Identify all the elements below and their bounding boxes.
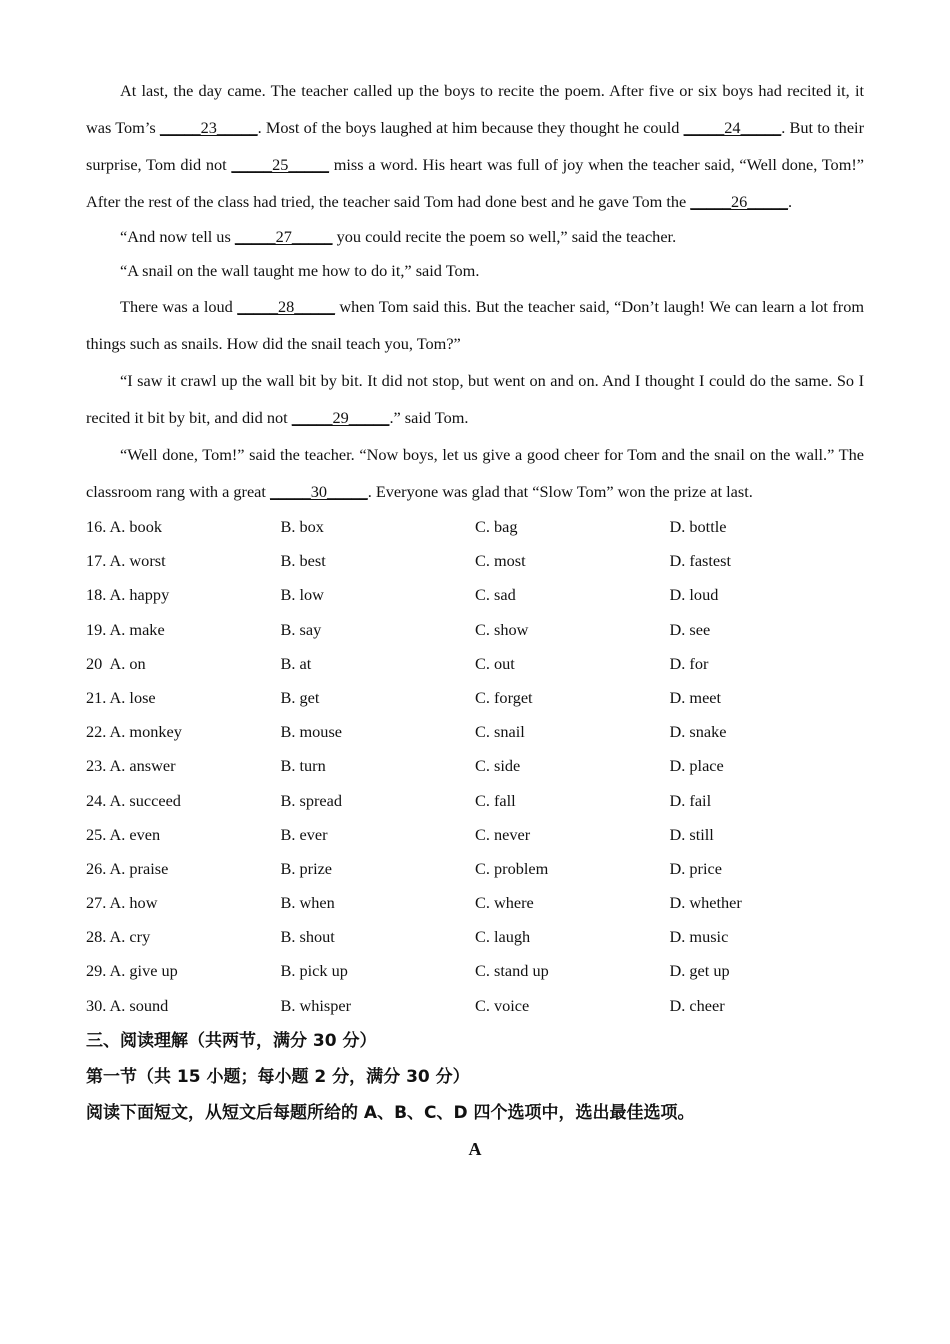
passage-paragraph-6 bbox=[86, 436, 864, 510]
option-b: B. ever bbox=[280, 824, 328, 844]
option-a: 29. A. give up bbox=[86, 961, 178, 981]
blank-27: _____27_____ bbox=[234, 227, 333, 246]
text-run: . Most of the boys laughed at him because they thought he could bbox=[257, 118, 684, 137]
blank-25: _____25_____ bbox=[231, 155, 330, 174]
option-row-23 bbox=[86, 749, 864, 783]
option-c: C. never bbox=[475, 824, 531, 844]
option-c: C. bag bbox=[475, 517, 518, 536]
section-subheading: 第一节（共 15 小题；每小题 2 分，满分 30 分） bbox=[86, 1066, 470, 1087]
option-d: D. meet bbox=[669, 687, 722, 707]
option-d: D. whether bbox=[669, 893, 742, 913]
option-d: D. place bbox=[669, 756, 724, 776]
text-run: At last, the day came. The teacher called up the boys to recite the poem. After five or six boys had recited it, it was Tom’s bbox=[86, 81, 864, 137]
text-run: “And now tell us bbox=[120, 227, 235, 246]
option-a: 16. A. book bbox=[86, 517, 162, 536]
option-b: B. prize bbox=[280, 858, 333, 878]
option-a: 21. A. lose bbox=[86, 687, 156, 707]
option-a: 17. A. worst bbox=[86, 551, 166, 571]
option-c: C. where bbox=[475, 893, 534, 913]
passage-paragraph-1 bbox=[86, 72, 864, 220]
option-c: C. side bbox=[475, 756, 521, 776]
option-c: C. most bbox=[475, 551, 526, 571]
option-b: B. mouse bbox=[280, 722, 343, 742]
option-a: 20 A. on bbox=[86, 653, 146, 673]
option-row-25 bbox=[86, 818, 864, 852]
text-run: . Everyone was glad that “Slow Tom” won the prize at last. bbox=[367, 482, 753, 501]
option-d: D. fastest bbox=[669, 551, 731, 571]
blank-24: _____24_____ bbox=[683, 118, 782, 137]
option-d: D. fail bbox=[669, 790, 712, 810]
text-run: miss a word. His heart was full of joy when the teacher said, “Well done, Tom!” After the rest of the class had tried, the teacher said Tom had done best and he gave Tom the bbox=[86, 155, 865, 211]
option-row-20 bbox=[86, 647, 864, 681]
text-run: .” said Tom. bbox=[389, 408, 469, 427]
passage-paragraph-3: “A snail on the wall taught me how to do it,” said Tom. bbox=[120, 261, 480, 280]
options-list bbox=[86, 510, 864, 1023]
text-run: There was a loud bbox=[120, 297, 238, 316]
option-b: B. turn bbox=[280, 756, 326, 776]
blank-29: _____29_____ bbox=[291, 408, 390, 427]
text-run: “I saw it crawl up the wall bit by bit. It did not stop, but went on and on. And I thought I could do the same. So I recited it bit by bit, and did not bbox=[86, 371, 864, 427]
option-c: C. stand up bbox=[475, 961, 549, 981]
option-row-27 bbox=[86, 886, 864, 920]
option-a: 23. A. answer bbox=[86, 756, 176, 776]
option-c: C. problem bbox=[475, 858, 549, 878]
passage-paragraph-2 bbox=[86, 220, 864, 254]
section-heading: 三、阅读理解（共两节，满分 30 分） bbox=[86, 1030, 377, 1051]
option-b: B. when bbox=[280, 893, 335, 913]
section-instruction: 阅读下面短文，从短文后每题所给的 A、B、C、D 四个选项中，选出最佳选项。 bbox=[86, 1102, 695, 1123]
option-d: D. music bbox=[669, 927, 729, 947]
option-c: C. fall bbox=[475, 790, 516, 810]
option-c: C. show bbox=[475, 619, 529, 639]
option-row-28 bbox=[86, 920, 864, 954]
option-b: B. get bbox=[280, 687, 320, 707]
option-d: D. see bbox=[669, 619, 711, 639]
option-b: B. pick up bbox=[280, 961, 348, 981]
option-c: C. forget bbox=[475, 687, 533, 707]
option-row-21 bbox=[86, 681, 864, 715]
option-d: D. bottle bbox=[669, 517, 727, 536]
option-row-29 bbox=[86, 954, 864, 988]
option-row-30 bbox=[86, 989, 864, 1023]
option-d: D. cheer bbox=[669, 995, 725, 1015]
option-b: B. whisper bbox=[280, 995, 352, 1015]
document-page bbox=[86, 72, 864, 1167]
option-a: 24. A. succeed bbox=[86, 790, 181, 810]
option-a: 30. A. sound bbox=[86, 995, 169, 1015]
option-b: B. at bbox=[280, 653, 312, 673]
option-a: 18. A. happy bbox=[86, 585, 170, 605]
option-c: C. voice bbox=[475, 995, 530, 1015]
option-a: 19. A. make bbox=[86, 619, 165, 639]
option-c: C. sad bbox=[475, 585, 516, 605]
text-run: . bbox=[787, 192, 793, 211]
option-b: B. say bbox=[280, 619, 322, 639]
option-row-17 bbox=[86, 544, 864, 578]
blank-30: _____30_____ bbox=[270, 482, 368, 501]
option-d: D. price bbox=[669, 858, 722, 878]
passage-paragraph-5 bbox=[86, 362, 864, 436]
option-a: 28. A. cry bbox=[86, 927, 151, 947]
text-run: . But to their surprise, Tom did not bbox=[86, 118, 864, 174]
option-b: B. shout bbox=[280, 927, 335, 947]
option-b: B. best bbox=[280, 551, 326, 571]
option-row-24 bbox=[86, 784, 864, 818]
option-c: C. laugh bbox=[475, 927, 531, 947]
option-d: D. snake bbox=[669, 722, 727, 742]
passage-label: A bbox=[468, 1138, 482, 1159]
blank-28: _____28_____ bbox=[237, 297, 335, 316]
text-run: you could recite the poem so well,” said the teacher. bbox=[332, 227, 677, 246]
option-d: D. get up bbox=[669, 961, 730, 981]
option-a: 26. A. praise bbox=[86, 858, 169, 878]
option-row-26 bbox=[86, 852, 864, 886]
text-run: “Well done, Tom!” said the teacher. “Now boys, let us give a good cheer for Tom and the snail on the wall.” The classroom rang with a great bbox=[86, 445, 864, 501]
option-a: 25. A. even bbox=[86, 824, 161, 844]
text-run: when Tom said this. But the teacher said, “Don’t laugh! We can learn a lot from things such as snails. How did the snail teach you, Tom?” bbox=[86, 297, 864, 353]
option-d: D. for bbox=[669, 653, 709, 673]
option-row-19 bbox=[86, 613, 864, 647]
option-b: B. box bbox=[280, 517, 324, 536]
option-c: C. out bbox=[475, 653, 515, 673]
option-d: D. loud bbox=[669, 585, 719, 605]
blank-23: _____23_____ bbox=[159, 118, 258, 137]
option-b: B. spread bbox=[280, 790, 342, 810]
option-row-22 bbox=[86, 715, 864, 749]
option-row-16 bbox=[86, 510, 864, 544]
blank-26: _____26_____ bbox=[690, 192, 788, 211]
option-a: 22. A. monkey bbox=[86, 722, 182, 742]
option-row-18 bbox=[86, 578, 864, 612]
option-b: B. low bbox=[280, 585, 324, 605]
option-c: C. snail bbox=[475, 722, 525, 742]
option-a: 27. A. how bbox=[86, 893, 158, 913]
option-d: D. still bbox=[669, 824, 714, 844]
passage-paragraph-4 bbox=[86, 288, 864, 362]
